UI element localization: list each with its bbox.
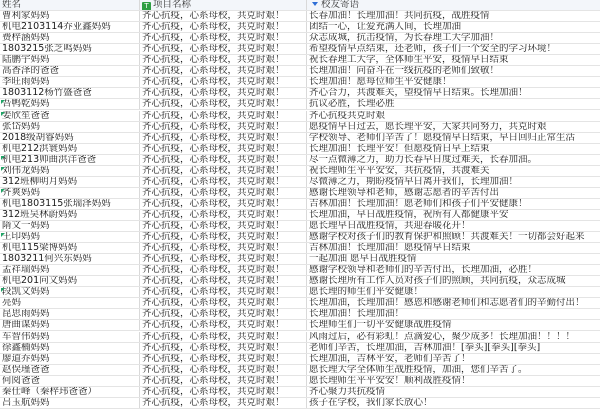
project-cell[interactable]: 齐心抗疫，心系母校，共克时艰！	[140, 155, 307, 165]
table-row	[0, 199, 600, 210]
name-cell[interactable]: 机电115梁博妈妈	[0, 243, 140, 253]
name-cell[interactable]: 隋文一妈妈	[0, 221, 140, 231]
column-header-message[interactable]	[307, 0, 600, 10]
name-cell[interactable]: 徐鑫楠妈妈	[0, 343, 140, 353]
project-cell[interactable]: 齐心抗疫，心系母校，共克时艰！	[140, 243, 307, 253]
name-cell[interactable]: 312班吴林蔚妈妈	[0, 210, 140, 220]
name-cell[interactable]: 费梓涵妈妈	[0, 33, 140, 43]
column-header-label: 校友寄语	[321, 0, 360, 10]
cell-marker-icon	[1, 288, 5, 292]
message-cell[interactable]: 学校领导、老师们辛苦了！愿疫情早日结束，早日回归正常生活	[309, 132, 576, 143]
column-header-name[interactable]	[0, 0, 140, 10]
message-cell[interactable]: 尽微薄之力，期盼疫情早日离开我们，长理加油！	[309, 176, 519, 187]
table-row	[0, 320, 600, 331]
table-row	[0, 22, 600, 33]
message-cell[interactable]: 长理加油！长理加油！	[309, 309, 405, 320]
project-cell[interactable]: 齐心抗疫，心系母校，共克时艰！	[140, 387, 307, 397]
table-row	[0, 276, 600, 287]
project-cell[interactable]: 齐心抗疫，心系母校，共克时艰！	[140, 33, 307, 43]
table-row	[0, 88, 600, 99]
table-row	[0, 265, 600, 276]
header-row	[0, 0, 600, 11]
text-type-icon: T	[142, 2, 151, 10]
table-row	[0, 309, 600, 320]
project-cell[interactable]: 齐心抗疫，心系母校，共克时艰！	[140, 343, 307, 353]
name-cell[interactable]: 秦仕峰（秦梓玮爸爸）	[0, 387, 140, 397]
table-row	[0, 365, 600, 376]
table-row	[0, 243, 600, 254]
project-cell[interactable]: 齐心抗疫，心系母校，共克时艰！	[140, 332, 307, 342]
name-cell[interactable]: 王印妈妈	[0, 232, 140, 242]
name-cell[interactable]: 曹利家妈妈	[0, 11, 140, 21]
message-cell[interactable]: 齐心合力，共渡难关，望疫情早日结束。长理加油！	[309, 88, 528, 99]
name-cell[interactable]: 2018级胡睿妈妈	[0, 133, 140, 143]
project-cell[interactable]: 齐心抗疫，心系母校，共克时艰！	[140, 122, 307, 132]
table-row	[0, 144, 600, 155]
message-cell[interactable]: 感谢长理所有工作人员对孩子们的照顾，共同抗疫，众志成城	[309, 276, 566, 287]
message-cell[interactable]: 长理加油，长理加油！感恩和感谢老师们和志愿者们的辛勤付出！	[309, 298, 585, 309]
project-cell[interactable]: 齐心抗疫，心系母校，共克时艰！	[140, 376, 307, 386]
table-row	[0, 99, 600, 110]
message-cell[interactable]: 希望疫情早点结束，还老师，孩子们一个安全的学习环境！	[309, 44, 557, 55]
message-cell[interactable]: 长春加油！长理加油！共同抗疫，战胜疫情	[309, 11, 490, 22]
table-row	[0, 166, 600, 177]
project-cell[interactable]: 齐心抗疫，心系母校，共克时艰！	[140, 66, 307, 76]
project-cell[interactable]: 齐心抗疫，心系母校，共克时艰！	[140, 111, 307, 121]
message-cell[interactable]: 愿疫情早日过去，愿长理平安，大家共同努力，共克时艰	[309, 121, 547, 132]
name-cell[interactable]: 高香泽的爸爸	[0, 66, 140, 76]
project-cell[interactable]: 齐心抗疫，心系母校，共克时艰！	[140, 22, 307, 32]
table-row	[0, 44, 600, 55]
message-cell[interactable]: 吉林加油！长理加油！愿疫情早日结束	[309, 243, 471, 254]
table-row	[0, 343, 600, 354]
project-cell[interactable]: 齐心抗疫，心系母校，共克时艰！	[140, 221, 307, 231]
project-cell[interactable]: 齐心抗疫，心系母校，共克时艰！	[140, 298, 307, 308]
table-row	[0, 254, 600, 265]
name-cell[interactable]: 昆思雨妈妈	[0, 309, 140, 319]
name-cell[interactable]: 赵俣瑾爸爸	[0, 365, 140, 375]
project-cell[interactable]: 齐心抗疫，心系母校，共克时艰！	[140, 354, 307, 364]
project-cell[interactable]: 齐心抗疫，心系母校，共克时艰！	[140, 133, 307, 143]
name-cell[interactable]: 孟祥瑞妈妈	[0, 265, 140, 275]
project-cell[interactable]: 齐心抗疫，心系母校，共克时艰！	[140, 88, 307, 98]
table-row	[0, 387, 600, 398]
table-row	[0, 66, 600, 77]
name-cell[interactable]: 刘伟龙妈妈	[0, 166, 140, 176]
message-cell[interactable]: 一起加油 愿早日战胜疫情	[309, 254, 417, 265]
project-cell[interactable]: 齐心抗疫，心系母校，共克时艰！	[140, 232, 307, 242]
table-row	[0, 188, 600, 199]
table-row	[0, 354, 600, 365]
table-row	[0, 55, 600, 66]
table-row	[0, 177, 600, 188]
message-cell[interactable]: 齐心抗疫共克时艰	[309, 110, 386, 121]
message-cell[interactable]: 抗议必胜，长理必胜	[309, 99, 395, 110]
name-cell[interactable]: 陆鹏宇妈妈	[0, 55, 140, 65]
project-cell[interactable]: 齐心抗疫，心系母校，共克时艰！	[140, 398, 307, 408]
message-cell[interactable]: 祝长春理工大学，全体师生平安，疫情早日结束	[309, 55, 509, 66]
message-cell[interactable]: 感谢学校领导和老师们的辛苦付出，长理加油，必胜！	[309, 265, 538, 276]
table-row	[0, 122, 600, 133]
dropdown-triangle-icon[interactable]	[312, 2, 318, 6]
cell-marker-icon	[1, 233, 5, 237]
project-cell[interactable]: 齐心抗疫，心系母校，共克时艰！	[140, 265, 307, 275]
message-cell[interactable]: 长理师生们一切平安健康战胜疫情	[309, 320, 452, 331]
message-cell[interactable]: 吉林加油！长理加油！愿老师们和孩子们平安健康！	[309, 198, 528, 209]
message-cell[interactable]: 齐心聚力共抗疫情	[309, 386, 386, 397]
project-cell[interactable]: 齐心抗疫，心系母校，共克时艰！	[140, 254, 307, 264]
name-cell[interactable]: 齐爽妈妈	[0, 188, 140, 198]
cell-marker-icon	[1, 156, 5, 160]
name-cell[interactable]: 唐曲谋妈妈	[0, 320, 140, 330]
project-cell[interactable]: 齐心抗疫，心系母校，共克时艰！	[140, 177, 307, 187]
table-row	[0, 77, 600, 88]
message-cell[interactable]: 众志成城，抗击疫情，为长春理工大学加油！	[309, 33, 500, 44]
table-row	[0, 111, 600, 122]
project-cell[interactable]: 齐心抗疫，心系母校，共克时艰！	[140, 55, 307, 65]
table-row	[0, 332, 600, 343]
name-cell[interactable]: 段凯文妈妈	[0, 287, 140, 297]
name-cell[interactable]: 机电2103114乔亚鑫妈妈	[0, 22, 140, 32]
message-cell[interactable]: 愿长理大学全体师生战胜疫情，加油，您们辛苦了。	[309, 364, 528, 375]
cell-marker-icon	[1, 189, 5, 193]
column-header-project[interactable]	[140, 0, 307, 10]
name-cell[interactable]: 1803112杨竹盛爸爸	[0, 88, 140, 98]
message-cell[interactable]: 孩子在学校，我们家长放心！	[309, 397, 433, 408]
project-cell[interactable]: 齐心抗疫，心系母校，共克时艰！	[140, 276, 307, 286]
project-cell[interactable]: 齐心抗疫，心系母校，共克时艰！	[140, 99, 307, 109]
table-row	[0, 232, 600, 243]
message-cell[interactable]: 团结一心，让爱充满人间，长理加油	[309, 22, 462, 33]
message-cell[interactable]: 感谢学校对孩子们的教育保护和照顾！共渡难关！一切都会好起来	[309, 232, 585, 243]
column-header-label: 项目名称	[153, 0, 192, 10]
table-row	[0, 155, 600, 166]
project-cell[interactable]: 齐心抗疫，心系母校，共克时艰！	[140, 365, 307, 375]
name-cell[interactable]: 姜欣笙爸爸	[0, 111, 140, 121]
message-cell[interactable]: 尽一点微薄之力，助力长春早日度过难关，长春加油。	[309, 154, 538, 165]
message-cell[interactable]: 长理加油，吉林平安，老师们辛苦了！	[309, 353, 471, 364]
project-cell[interactable]: 齐心抗疫，心系母校，共克时艰！	[140, 77, 307, 87]
name-cell[interactable]: 吕玉航妈妈	[0, 398, 140, 408]
project-cell[interactable]: 齐心抗疫，心系母校，共克时艰！	[140, 44, 307, 54]
name-cell[interactable]: 312班柳明月妈妈	[0, 177, 140, 187]
project-cell[interactable]: 齐心抗疫，心系母校，共克时艰！	[140, 166, 307, 176]
name-cell[interactable]: 机电1803115张瑞泽妈妈	[0, 199, 140, 209]
table-row	[0, 376, 600, 387]
project-cell[interactable]: 齐心抗疫，心系母校，共克时艰！	[140, 309, 307, 319]
cell-marker-icon	[1, 167, 5, 171]
message-cell[interactable]: 愿长理早日战胜疫情，共迎春暖花开！	[309, 221, 471, 231]
project-cell[interactable]: 齐心抗疫，心系母校，共克时艰！	[140, 210, 307, 220]
name-cell[interactable]: 机电212洪寰妈妈	[0, 144, 140, 154]
table-row	[0, 210, 600, 221]
message-cell[interactable]: 愿长理的师生们平安健康！	[309, 287, 424, 298]
cell-marker-icon	[1, 112, 5, 116]
table-row	[0, 33, 600, 44]
name-cell[interactable]: 亮妈	[0, 298, 140, 308]
name-cell[interactable]: 何阅爸爸	[0, 376, 140, 386]
message-cell[interactable]: 老师们辛苦，长理加油，吉林加油！[拳头][拳头][拳头]	[309, 342, 541, 353]
project-cell[interactable]: 齐心抗疫，心系母校，共克时艰！	[140, 287, 307, 297]
table-row	[0, 298, 600, 309]
table-row	[0, 398, 600, 409]
message-cell[interactable]: 长理加油！长理平安！但愿疫情日早上结束	[309, 143, 490, 154]
table-row	[0, 11, 600, 22]
table-row	[0, 287, 600, 298]
name-cell[interactable]: 张岱妈妈	[0, 122, 140, 132]
name-cell[interactable]: 李旺雨妈妈	[0, 77, 140, 87]
name-cell[interactable]: 车智伟妈妈	[0, 332, 140, 342]
project-cell[interactable]: 齐心抗疫，心系母校，共克时艰！	[140, 144, 307, 154]
column-header-label: 姓名	[2, 0, 22, 10]
message-cell[interactable]: 长理加油！向奋斗在一线抗疫的老师们致敬！	[309, 66, 500, 77]
name-cell[interactable]: 1803211何兴东妈妈	[0, 254, 140, 264]
project-cell[interactable]: 齐心抗疫，心系母校，共克时艰！	[140, 11, 307, 21]
name-cell[interactable]: 吾鸭乾妈妈	[0, 99, 140, 109]
message-cell[interactable]: 风雨过后，必有彩虹！点滴爱心，聚少成多！长理加油！！！！	[309, 331, 576, 342]
cell-marker-icon	[1, 100, 5, 104]
project-cell[interactable]: 齐心抗疫，心系母校，共克时艰！	[140, 188, 307, 198]
name-cell[interactable]: 廖道乔妈妈	[0, 354, 140, 364]
project-cell[interactable]: 齐心抗疫，心系母校，共克时艰！	[140, 320, 307, 330]
message-cell[interactable]: 长理加油！愿每位师生平安健康！	[309, 77, 452, 88]
project-cell[interactable]: 齐心抗疫，心系母校，共克时艰！	[140, 199, 307, 209]
table-row	[0, 221, 600, 232]
name-cell[interactable]: 1803215张芝鸣妈妈	[0, 44, 140, 54]
table-row	[0, 133, 600, 144]
message-cell[interactable]: 祝长理师生平平安安，共抗疫情，共渡难关	[309, 165, 490, 176]
message-cell[interactable]: 愿长理师生平平安安！顺利战胜疫情！	[309, 375, 471, 386]
name-cell[interactable]: 机电201向文妈妈	[0, 276, 140, 286]
name-cell[interactable]: 机电213帅曲洪洋爸爸	[0, 155, 140, 165]
message-cell[interactable]: 感谢长理领导和老师，感谢志愿者的辛苦付出	[309, 187, 500, 198]
message-cell[interactable]: 长理加油，早日战胜疫情，祝所有人都健康平安	[309, 209, 509, 220]
